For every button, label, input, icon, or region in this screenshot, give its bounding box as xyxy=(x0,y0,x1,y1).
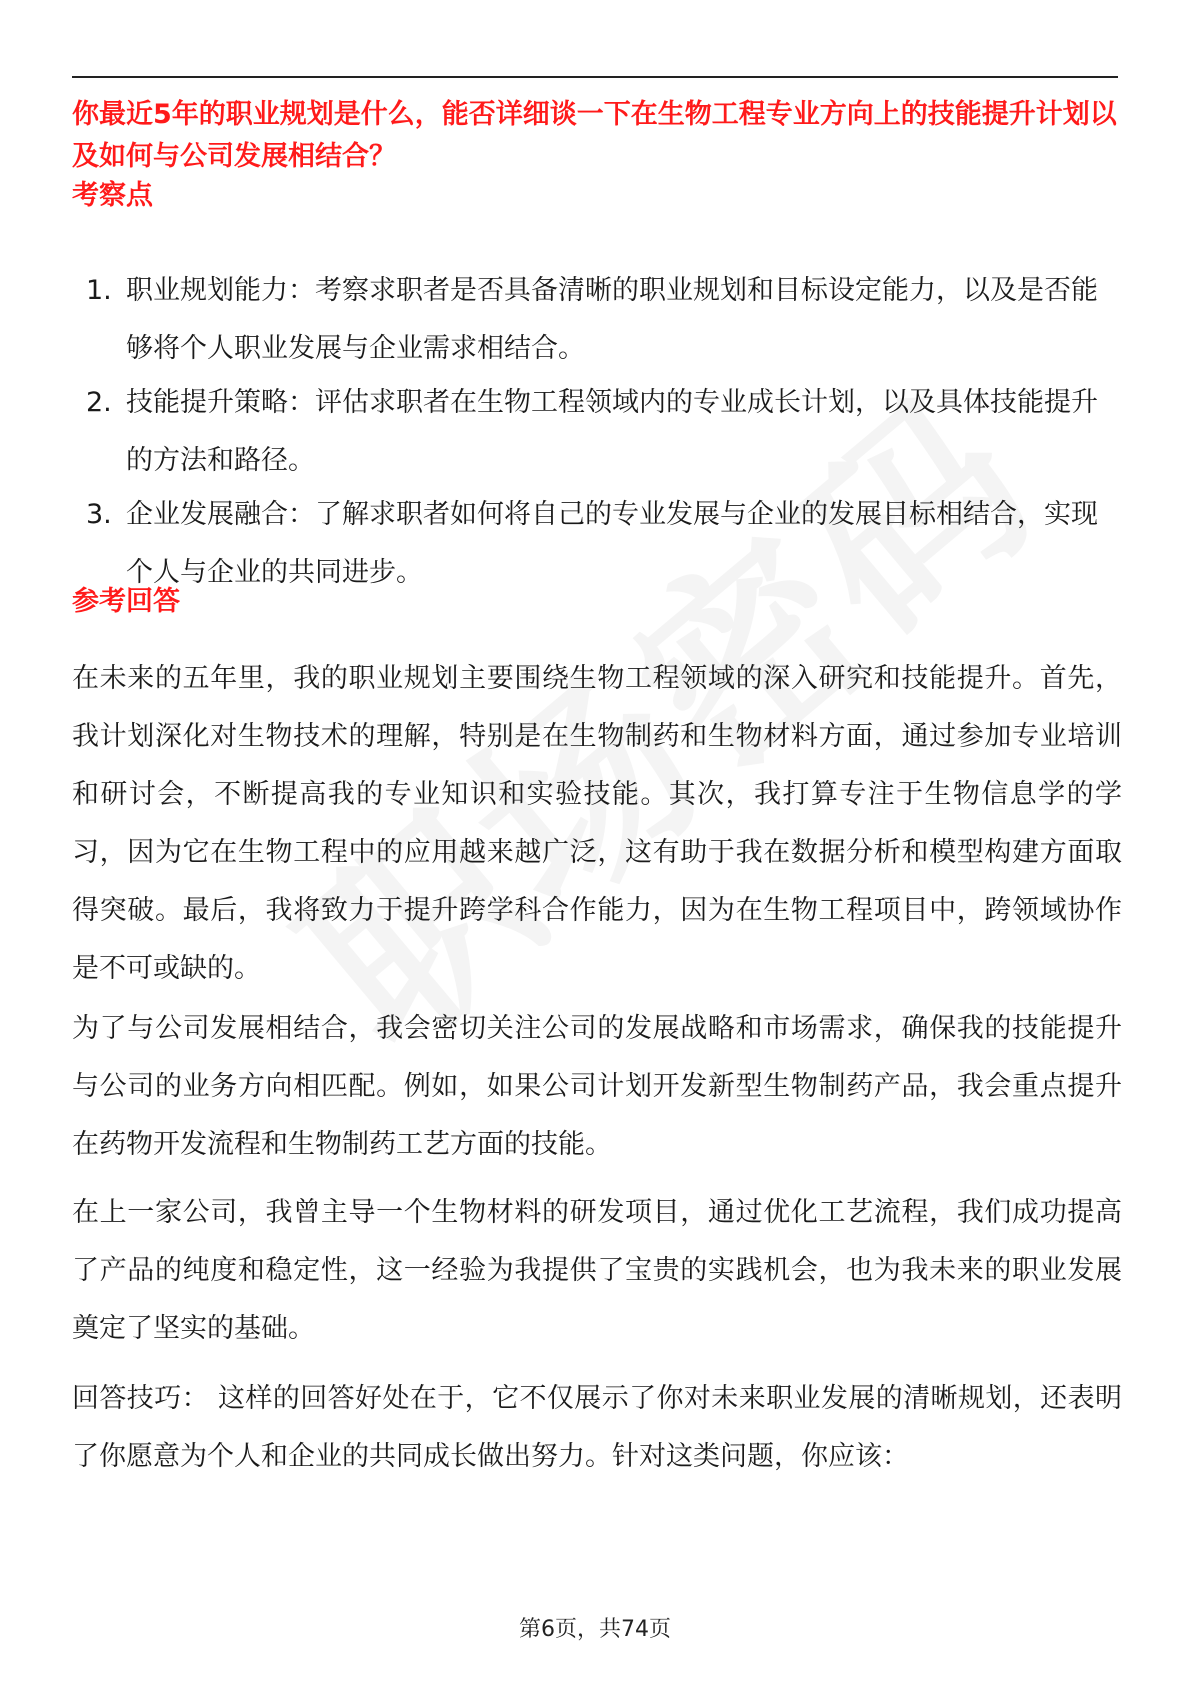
top-divider xyxy=(72,76,1118,78)
section-title-answer: 参考回答 xyxy=(72,586,180,617)
points-list xyxy=(72,262,1118,602)
question-heading: 你最近5年的职业规划是什么，能否详细谈一下在生物工程专业方向上的技能提升计划以及如何与公司发展相结合？ xyxy=(72,99,1117,172)
list-item xyxy=(72,486,1118,602)
answer-paragraph: 在上一家公司，我曾主导一个生物材料的研发项目，通过优化工艺流程，我们成功提高了产品的纯度和稳定性，这一经验为我提供了宝贵的实践机会，也为我未来的职业发展奠定了坚实的基础。 xyxy=(72,1197,1122,1344)
page-number: 第6页，共74页 xyxy=(519,1617,671,1642)
list-number: 1. xyxy=(86,275,112,306)
list-item-text: 职业规划能力：考察求职者是否具备清晰的职业规划和目标设定能力，以及是否能够将个人职业发展与企业需求相结合。 xyxy=(126,275,1098,364)
list-item-text: 技能提升策略：评估求职者在生物工程领域内的专业成长计划，以及具体技能提升的方法和路径。 xyxy=(126,387,1098,476)
list-item xyxy=(72,374,1118,490)
answer-tips-paragraph: 回答技巧： 这样的回答好处在于，它不仅展示了你对未来职业发展的清晰规划，还表明了你愿意为个人和企业的共同成长做出努力。针对这类问题，你应该： xyxy=(72,1383,1122,1472)
list-number: 2. xyxy=(86,387,112,418)
list-item xyxy=(72,262,1118,378)
list-item-text: 企业发展融合：了解求职者如何将自己的专业发展与企业的发展目标相结合，实现个人与企业的共同进步。 xyxy=(126,499,1098,588)
section-title-points: 考察点 xyxy=(72,180,153,211)
answer-paragraph: 为了与公司发展相结合，我会密切关注公司的发展战略和市场需求，确保我的技能提升与公司的业务方向相匹配。例如，如果公司计划开发新型生物制药产品，我会重点提升在药物开发流程和生物制药工艺方面的技能。 xyxy=(72,1013,1122,1160)
answer-paragraph: 在未来的五年里，我的职业规划主要围绕生物工程领域的深入研究和技能提升。首先，我计划深化对生物技术的理解，特别是在生物制药和生物材料方面，通过参加专业培训和研讨会，不断提高我的专业知识和实验技能。其次，我打算专注于生物信息学的学习，因为它在生物工程中的应用越来越广泛，这有助于我在数据分析和模型构建方面取得突破。最后，我将致力于提升跨学科合作能力，因为在生物工程项目中，跨领域协作是不可或缺的。 xyxy=(72,663,1122,984)
list-number: 3. xyxy=(86,499,112,530)
